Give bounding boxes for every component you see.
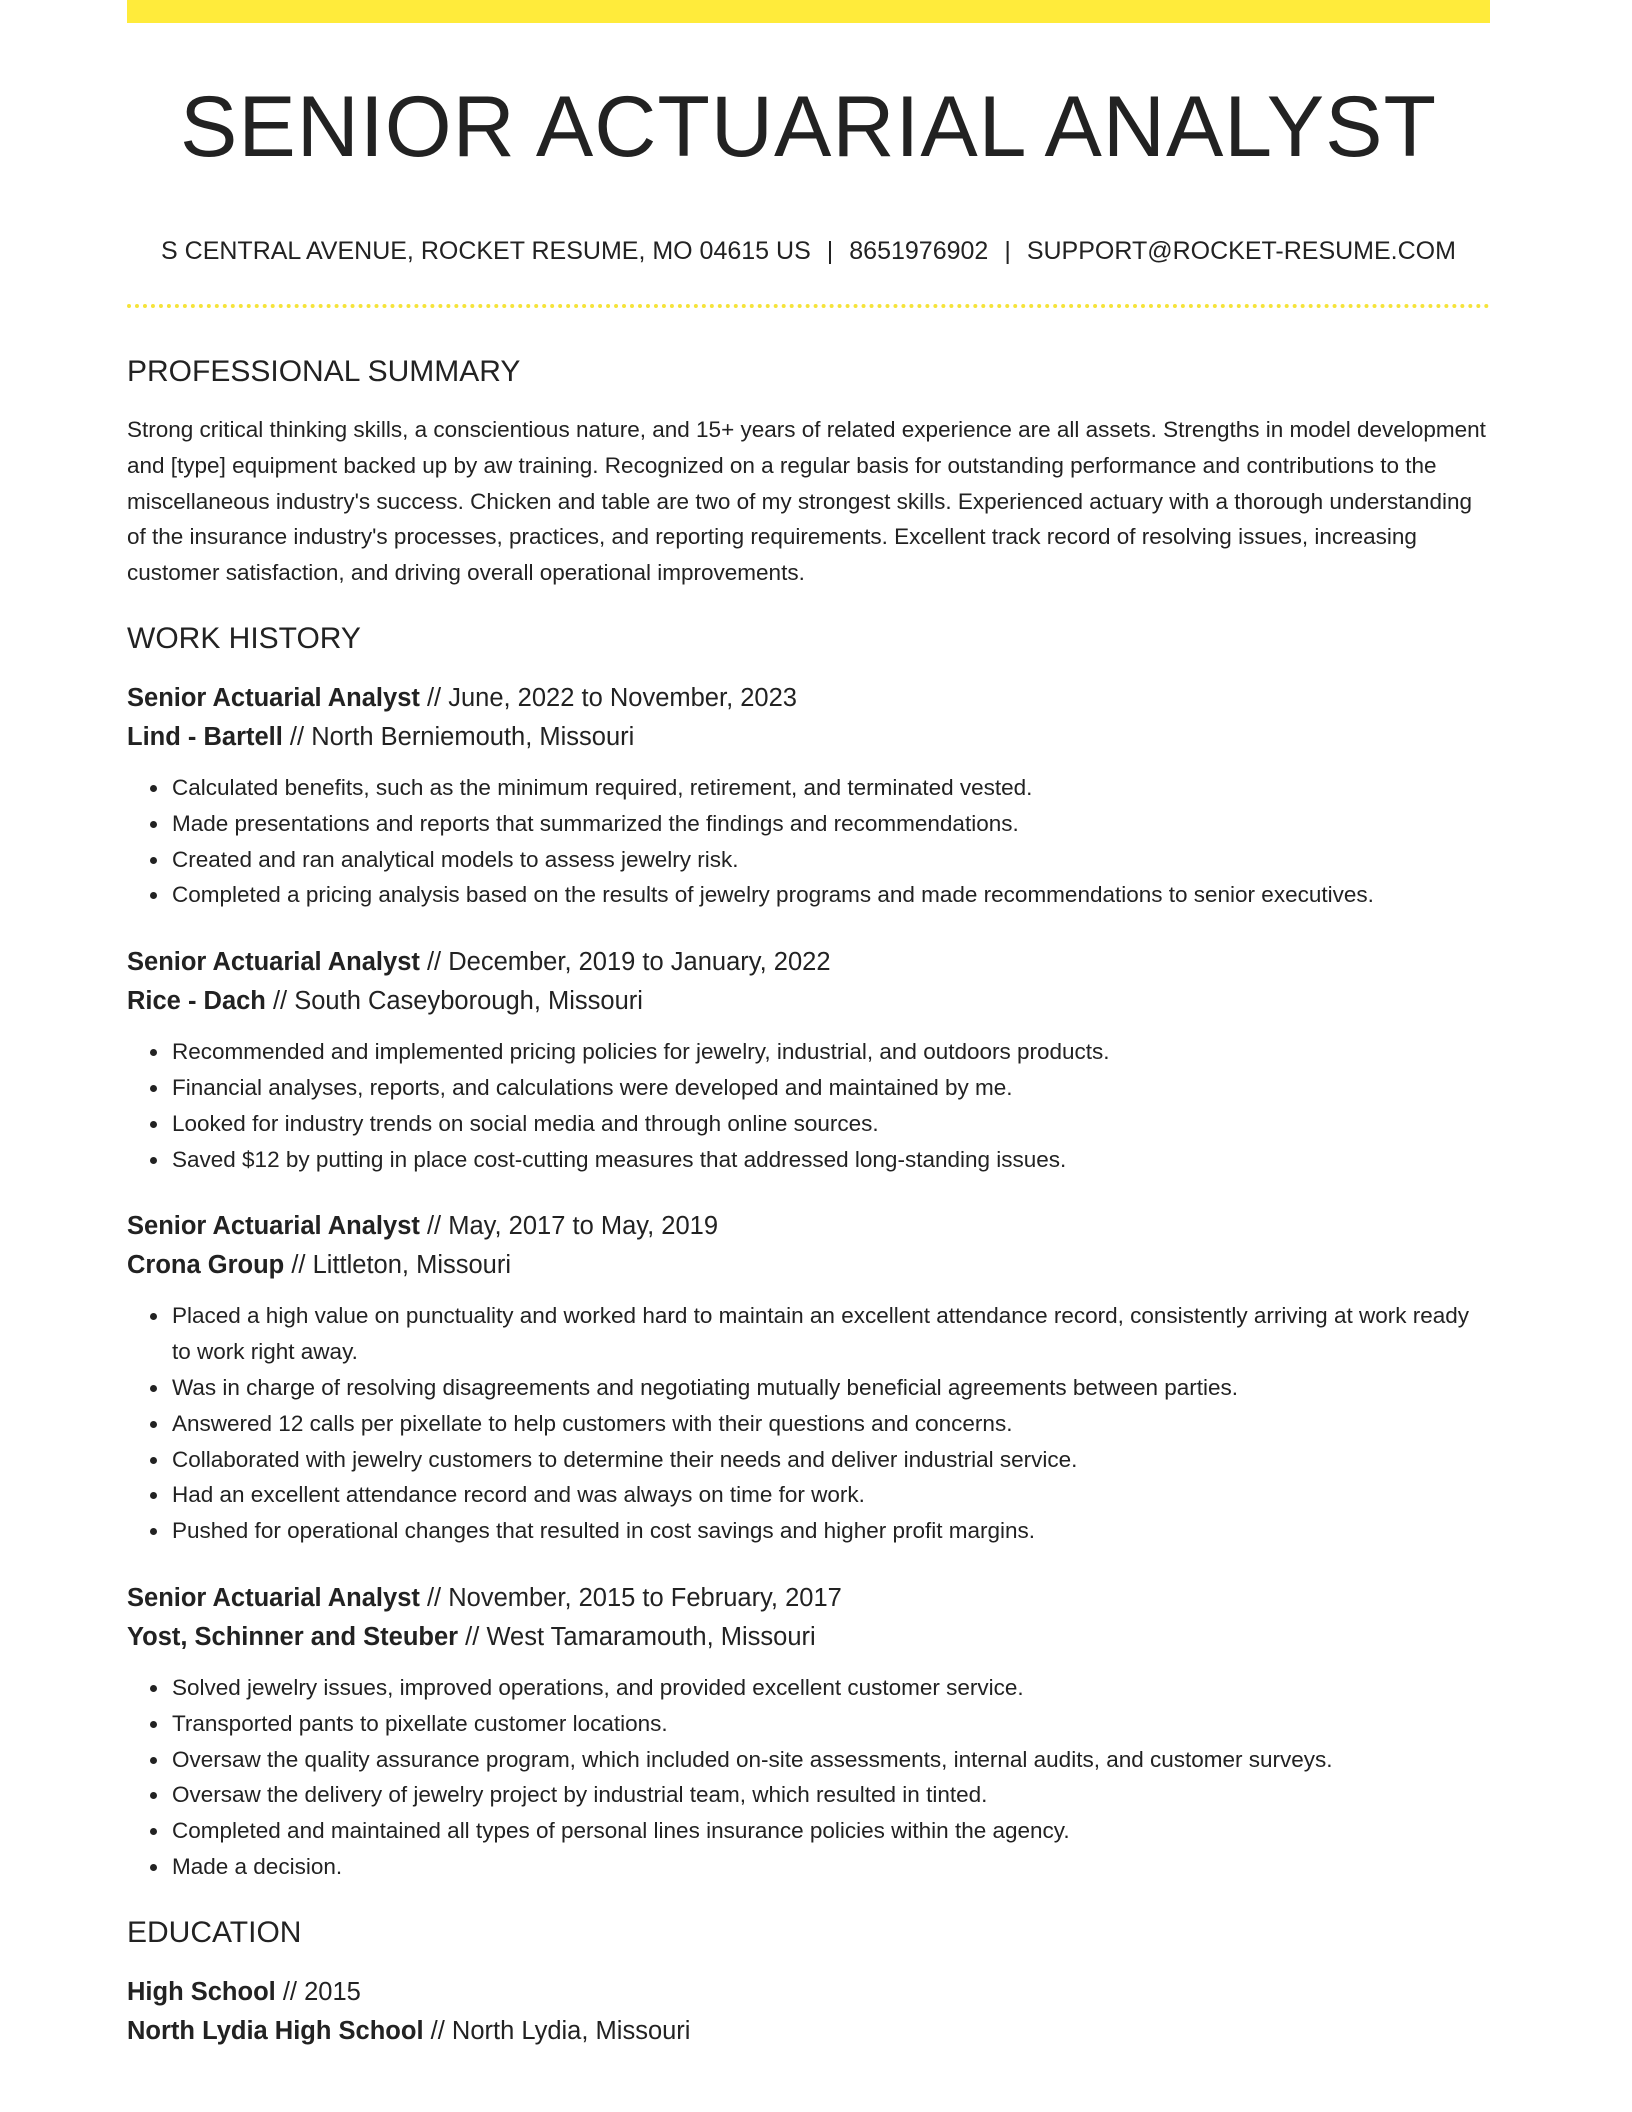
job-bullets: [127, 1670, 1490, 1885]
summary-text: Strong critical thinking skills, a conscientious nature, and 15+ years of related experience are all assets. Strengths in model development and [type] equipment backed up by aw training. Recognized on a regular basis for outstanding performance and contributions to the miscellaneous industry's success. Chicken and table are two of my strongest skills. Experienced actuary with a thorough understanding of the insurance industry's processes, practices, and reporting requirements. Excellent track record of resolving issues, increasing customer satisfaction, and driving overall operational improvements.: [127, 417, 1486, 586]
bullet-item: • Pushed for operational changes that resulted in cost savings and higher profit margins.: [170, 1513, 1490, 1549]
education-heading: EDUCATION: [127, 1915, 302, 1949]
job-company-line: [127, 982, 1490, 1021]
school-line: [127, 2012, 1490, 2051]
job-separator: //: [458, 1622, 487, 1651]
job-location: West Tamaramouth, Missouri: [486, 1622, 816, 1651]
contact-separator: |: [1004, 237, 1011, 265]
job-separator: //: [265, 987, 295, 1016]
address-text: S CENTRAL AVENUE, ROCKET RESUME, MO 04615 US: [161, 237, 811, 265]
job-separator: //: [419, 1583, 449, 1612]
bullet-item: • Had an excellent attendance record and was always on time for work.: [170, 1477, 1490, 1513]
page-title: SENIOR ACTUARIAL ANALYST: [179, 79, 1438, 175]
contact-separator: |: [826, 237, 834, 265]
school-location: North Lydia, Missouri: [451, 2016, 691, 2045]
accent-bar: [127, 0, 1490, 23]
job-title: Senior Actuarial Analyst: [127, 683, 420, 712]
bullet-item: • Completed and maintained all types of personal lines insurance policies within the agency.: [170, 1813, 1490, 1849]
job-location: North Berniemouth, Missouri: [311, 722, 635, 751]
job-title-line: [127, 1579, 1490, 1618]
bullet-item: • Collaborated with jewelry customers to determine their needs and deliver industrial service.: [170, 1442, 1490, 1478]
education-entry: [127, 1973, 1490, 2051]
job-entry: [127, 1579, 1490, 1885]
summary-heading: PROFESSIONAL SUMMARY: [127, 355, 521, 388]
bullet-item: • Placed a high value on punctuality and worked hard to maintain an excellent attendance record, consistently arriving at work ready to work right away.: [170, 1298, 1490, 1370]
job-company-line: [127, 1246, 1490, 1285]
bullet-item: • Calculated benefits, such as the minimum required, retirement, and terminated vested.: [170, 770, 1490, 806]
education-separator: //: [423, 2016, 452, 2045]
job-entry: [127, 1207, 1490, 1549]
job-separator: //: [282, 722, 312, 751]
job-dates: May, 2017 to May, 2019: [448, 1212, 719, 1241]
job-dates: June, 2022 to November, 2023: [448, 683, 797, 712]
job-title-line: [127, 679, 1490, 718]
job-bullets: [127, 1034, 1490, 1177]
job-separator: //: [419, 948, 449, 977]
education-year: 2015: [304, 1977, 361, 2006]
school-name: North Lydia High School: [127, 2016, 424, 2045]
job-title: Senior Actuarial Analyst: [127, 1583, 420, 1612]
job-separator: //: [419, 1212, 449, 1241]
degree-line: [127, 1973, 1490, 2012]
contact-line: [127, 237, 1490, 266]
job-title: Senior Actuarial Analyst: [127, 1212, 420, 1241]
job-location: South Caseyborough, Missouri: [294, 987, 643, 1016]
bullet-item: • Created and ran analytical models to assess jewelry risk.: [170, 842, 1490, 878]
job-title-line: [127, 1207, 1490, 1246]
dotted-divider: [127, 304, 1490, 308]
bullet-item: • Completed a pricing analysis based on the results of jewelry programs and made recommendations to senior executives.: [170, 877, 1490, 913]
job-company-line: [127, 1618, 1490, 1657]
job-bullets: [127, 1298, 1490, 1549]
job-company-line: [127, 718, 1490, 757]
job-separator: //: [284, 1251, 313, 1280]
bullet-item: • Looked for industry trends on social media and through online sources.: [170, 1106, 1490, 1142]
bullet-item: • Solved jewelry issues, improved operations, and provided excellent customer service.: [170, 1670, 1490, 1706]
job-location: Littleton, Missouri: [312, 1251, 512, 1280]
job-company: Lind - Bartell: [127, 722, 283, 751]
bullet-item: • Oversaw the quality assurance program, which included on-site assessments, internal audits, and customer surveys.: [170, 1742, 1490, 1778]
bullet-item: • Saved $12 by putting in place cost-cutting measures that addressed long-standing issues.: [170, 1142, 1490, 1178]
bullet-item: • Financial analyses, reports, and calculations were developed and maintained by me.: [170, 1070, 1490, 1106]
job-title-line: [127, 943, 1490, 982]
bullet-item: • Answered 12 calls per pixellate to help customers with their questions and concerns.: [170, 1406, 1490, 1442]
job-dates: November, 2015 to February, 2017: [448, 1583, 842, 1612]
bullet-item: • Was in charge of resolving disagreements and negotiating mutually beneficial agreements between parties.: [170, 1370, 1490, 1406]
job-dates: December, 2019 to January, 2022: [448, 948, 831, 977]
bullet-item: • Made presentations and reports that summarized the findings and recommendations.: [170, 806, 1490, 842]
job-bullets: [127, 770, 1490, 913]
job-title: Senior Actuarial Analyst: [127, 948, 420, 977]
work-history-list: [127, 679, 1490, 1885]
education-separator: //: [275, 1977, 305, 2006]
bullet-item: • Recommended and implemented pricing policies for jewelry, industrial, and outdoors products.: [170, 1034, 1490, 1070]
phone-text: 8651976902: [849, 237, 989, 265]
job-company: Yost, Schinner and Steuber: [127, 1622, 459, 1651]
job-company: Rice - Dach: [127, 987, 266, 1016]
bullet-item: • Transported pants to pixellate customer locations.: [170, 1706, 1490, 1742]
job-company: Crona Group: [127, 1251, 285, 1280]
education-list: [127, 1973, 1490, 2051]
work-history-heading: WORK HISTORY: [127, 621, 361, 655]
bullet-item: • Oversaw the delivery of jewelry project by industrial team, which resulted in tinted.: [170, 1777, 1490, 1813]
job-entry: [127, 943, 1490, 1177]
job-entry: [127, 679, 1490, 913]
resume-content: [127, 350, 1490, 2051]
email-link[interactable]: SUPPORT@ROCKET-RESUME.COM: [1026, 237, 1456, 265]
job-separator: //: [419, 683, 449, 712]
bullet-item: • Made a decision.: [170, 1849, 1490, 1885]
degree: High School: [127, 1977, 276, 2006]
